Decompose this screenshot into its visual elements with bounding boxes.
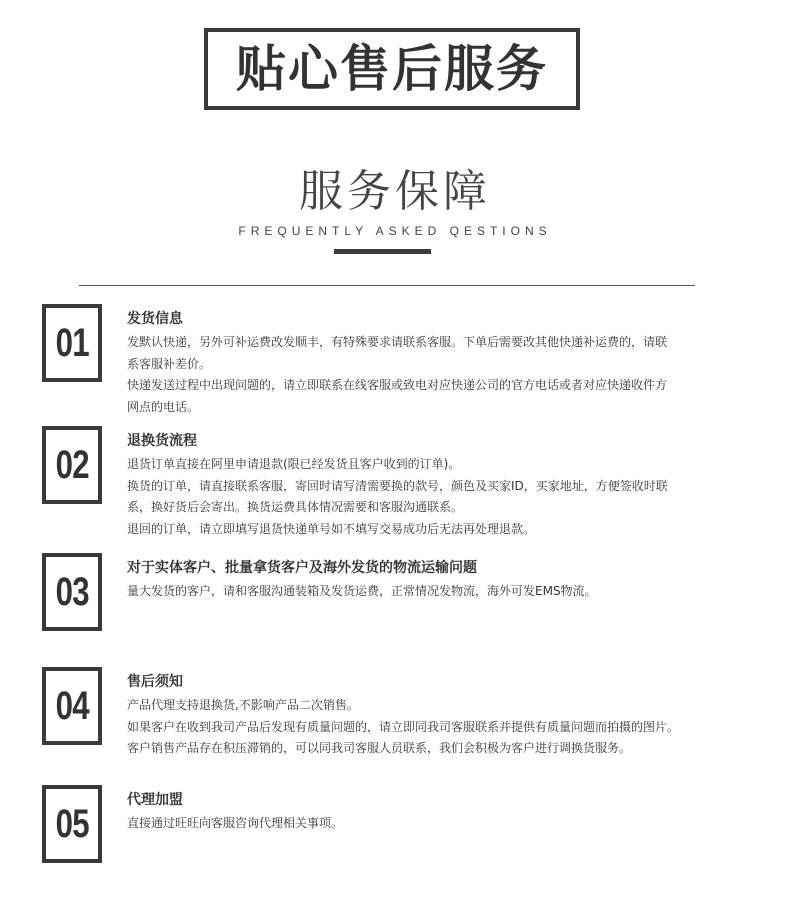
- item-content: [127, 789, 727, 835]
- page-title-box: [204, 28, 580, 110]
- item-title: 售后须知: [127, 674, 183, 690]
- item-line: 快递发送过程中出现问题的，请立即联系在线客服或致电对应快递公司的官方电话或者对应快递收件方: [127, 378, 668, 392]
- item-number-box: [42, 426, 102, 504]
- item-number: 02: [55, 442, 89, 487]
- item-line: 退货订单直接在阿里申请退款(限已经发货且客户收到的订单)。: [127, 457, 461, 471]
- item-line: 直接通过旺旺向客服咨询代理相关事项。: [127, 816, 344, 830]
- item-line: 系，换好货后会寄出。换货运费具体情况需要和客服沟通联系。: [127, 500, 464, 514]
- page-title: 贴心售后服务: [236, 40, 548, 98]
- section-subheading: FREQUENTLY ASKED QESTIONS: [238, 224, 552, 238]
- item-line: 量大发货的客户，请和客服沟通装箱及发货运费，正常情况发物流，海外可发EMS物流。: [127, 584, 597, 598]
- item-title: 退换货流程: [127, 433, 197, 449]
- item-line: 退回的订单，请立即填写退货快递单号如不填写交易成功后无法再处理退款。: [127, 521, 536, 536]
- item-title: 代理加盟: [127, 792, 183, 808]
- divider-line: [79, 285, 695, 286]
- item-number: 03: [55, 569, 89, 614]
- item-line: 发默认快递，另外可补运费改发顺丰，有特殊要求请联系客服。下单后需要改其他快递补运费的，请联: [127, 335, 668, 349]
- item-number: 01: [55, 320, 89, 365]
- item-content: [127, 557, 727, 603]
- section-underline: [334, 249, 431, 254]
- item-number-box: [42, 553, 102, 631]
- item-title: 对于实体客户、批量拿货客户及海外发货的物流运输问题: [127, 560, 477, 576]
- item-content: [127, 671, 727, 760]
- item-line: 换货的订单，请直接联系客服，寄回时请写清需要换的款号，颜色及买家ID，买家地址，方便签收时联: [127, 478, 668, 493]
- item-line: 产品代理支持退换货,不影响产品二次销售。: [127, 698, 359, 712]
- item-line: 如果客户在收到我司产品后发现有质量问题的，请立即同我司客服联系并提供有质量问题而拍摄的图片。: [127, 719, 680, 734]
- item-number: 05: [55, 801, 89, 846]
- item-content: [127, 308, 727, 418]
- section-heading: 服务保障: [299, 166, 491, 217]
- item-line: 系客服补差价。: [127, 356, 212, 371]
- item-number: 04: [55, 683, 89, 728]
- item-line: 客户销售产品存在积压滞销的，可以同我司客服人员联系，我们会积极为客户进行调换货服务。: [127, 741, 632, 755]
- item-content: [127, 430, 727, 540]
- item-number-box: [42, 304, 102, 382]
- item-title: 发货信息: [127, 311, 183, 327]
- item-number-box: [42, 667, 102, 745]
- item-line: 网点的电话。: [127, 399, 200, 414]
- item-number-box: [42, 785, 102, 863]
